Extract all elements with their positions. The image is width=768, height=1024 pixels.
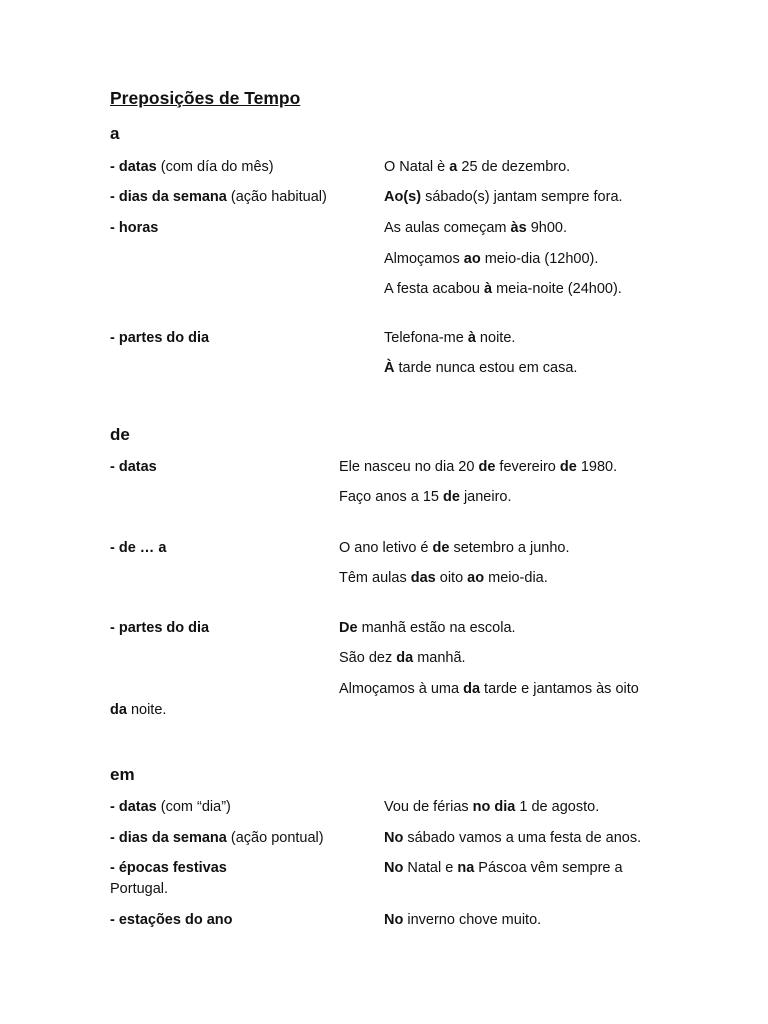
example-sentence: De manhã estão na escola. bbox=[339, 620, 516, 636]
example-sentence: O Natal è a 25 de dezembro. bbox=[384, 159, 571, 175]
category-label: - datas (com día do mês) bbox=[110, 159, 274, 175]
category-label: - épocas festivas bbox=[110, 860, 227, 876]
example-sentence: Faço anos a 15 de janeiro. bbox=[339, 489, 512, 505]
category-label: - dias da semana (ação habitual) bbox=[110, 189, 327, 205]
example-sentence: Almoçamos ao meio-dia (12h00). bbox=[384, 251, 599, 267]
example-sentence: O ano letivo é de setembro a junho. bbox=[339, 540, 570, 556]
example-sentence: No sábado vamos a uma festa de anos. bbox=[384, 830, 642, 846]
example-sentence: Ele nasceu no dia 20 de fevereiro de 1980. bbox=[339, 459, 618, 475]
page-title: Preposições de Tempo bbox=[110, 88, 301, 108]
example-sentence-wrap: Portugal. bbox=[110, 881, 169, 897]
example-sentence: No inverno chove muito. bbox=[384, 912, 542, 928]
example-sentence: À tarde nunca estou em casa. bbox=[384, 360, 578, 376]
section-heading-em: em bbox=[110, 765, 135, 784]
example-sentence: Telefona-me à noite. bbox=[384, 330, 516, 346]
example-sentence: No Natal e na Páscoa vêm sempre a bbox=[384, 860, 623, 876]
example-sentence: Ao(s) sábado(s) jantam sempre fora. bbox=[384, 189, 623, 205]
category-label: - de … a bbox=[110, 540, 167, 556]
example-sentence: Vou de férias no dia 1 de agosto. bbox=[384, 799, 600, 815]
category-label: - estações do ano bbox=[110, 912, 233, 928]
example-sentence-wrap: da noite. bbox=[110, 702, 167, 718]
section-heading-de: de bbox=[110, 425, 130, 444]
category-label: - partes do dia bbox=[110, 620, 210, 636]
category-label: - dias da semana (ação pontual) bbox=[110, 830, 324, 846]
example-sentence: Almoçamos à uma da tarde e jantamos às oito bbox=[339, 681, 639, 697]
example-sentence: A festa acabou à meia-noite (24h00). bbox=[384, 281, 622, 297]
category-label: - horas bbox=[110, 220, 159, 236]
category-label: - partes do dia bbox=[110, 330, 210, 346]
example-sentence: As aulas começam às 9h00. bbox=[384, 220, 567, 236]
example-sentence: Têm aulas das oito ao meio-dia. bbox=[339, 570, 548, 586]
category-label: - datas (com “dia”) bbox=[110, 799, 231, 815]
category-label: - datas bbox=[110, 459, 157, 475]
section-heading-a: a bbox=[110, 124, 120, 143]
example-sentence: São dez da manhã. bbox=[339, 650, 466, 666]
